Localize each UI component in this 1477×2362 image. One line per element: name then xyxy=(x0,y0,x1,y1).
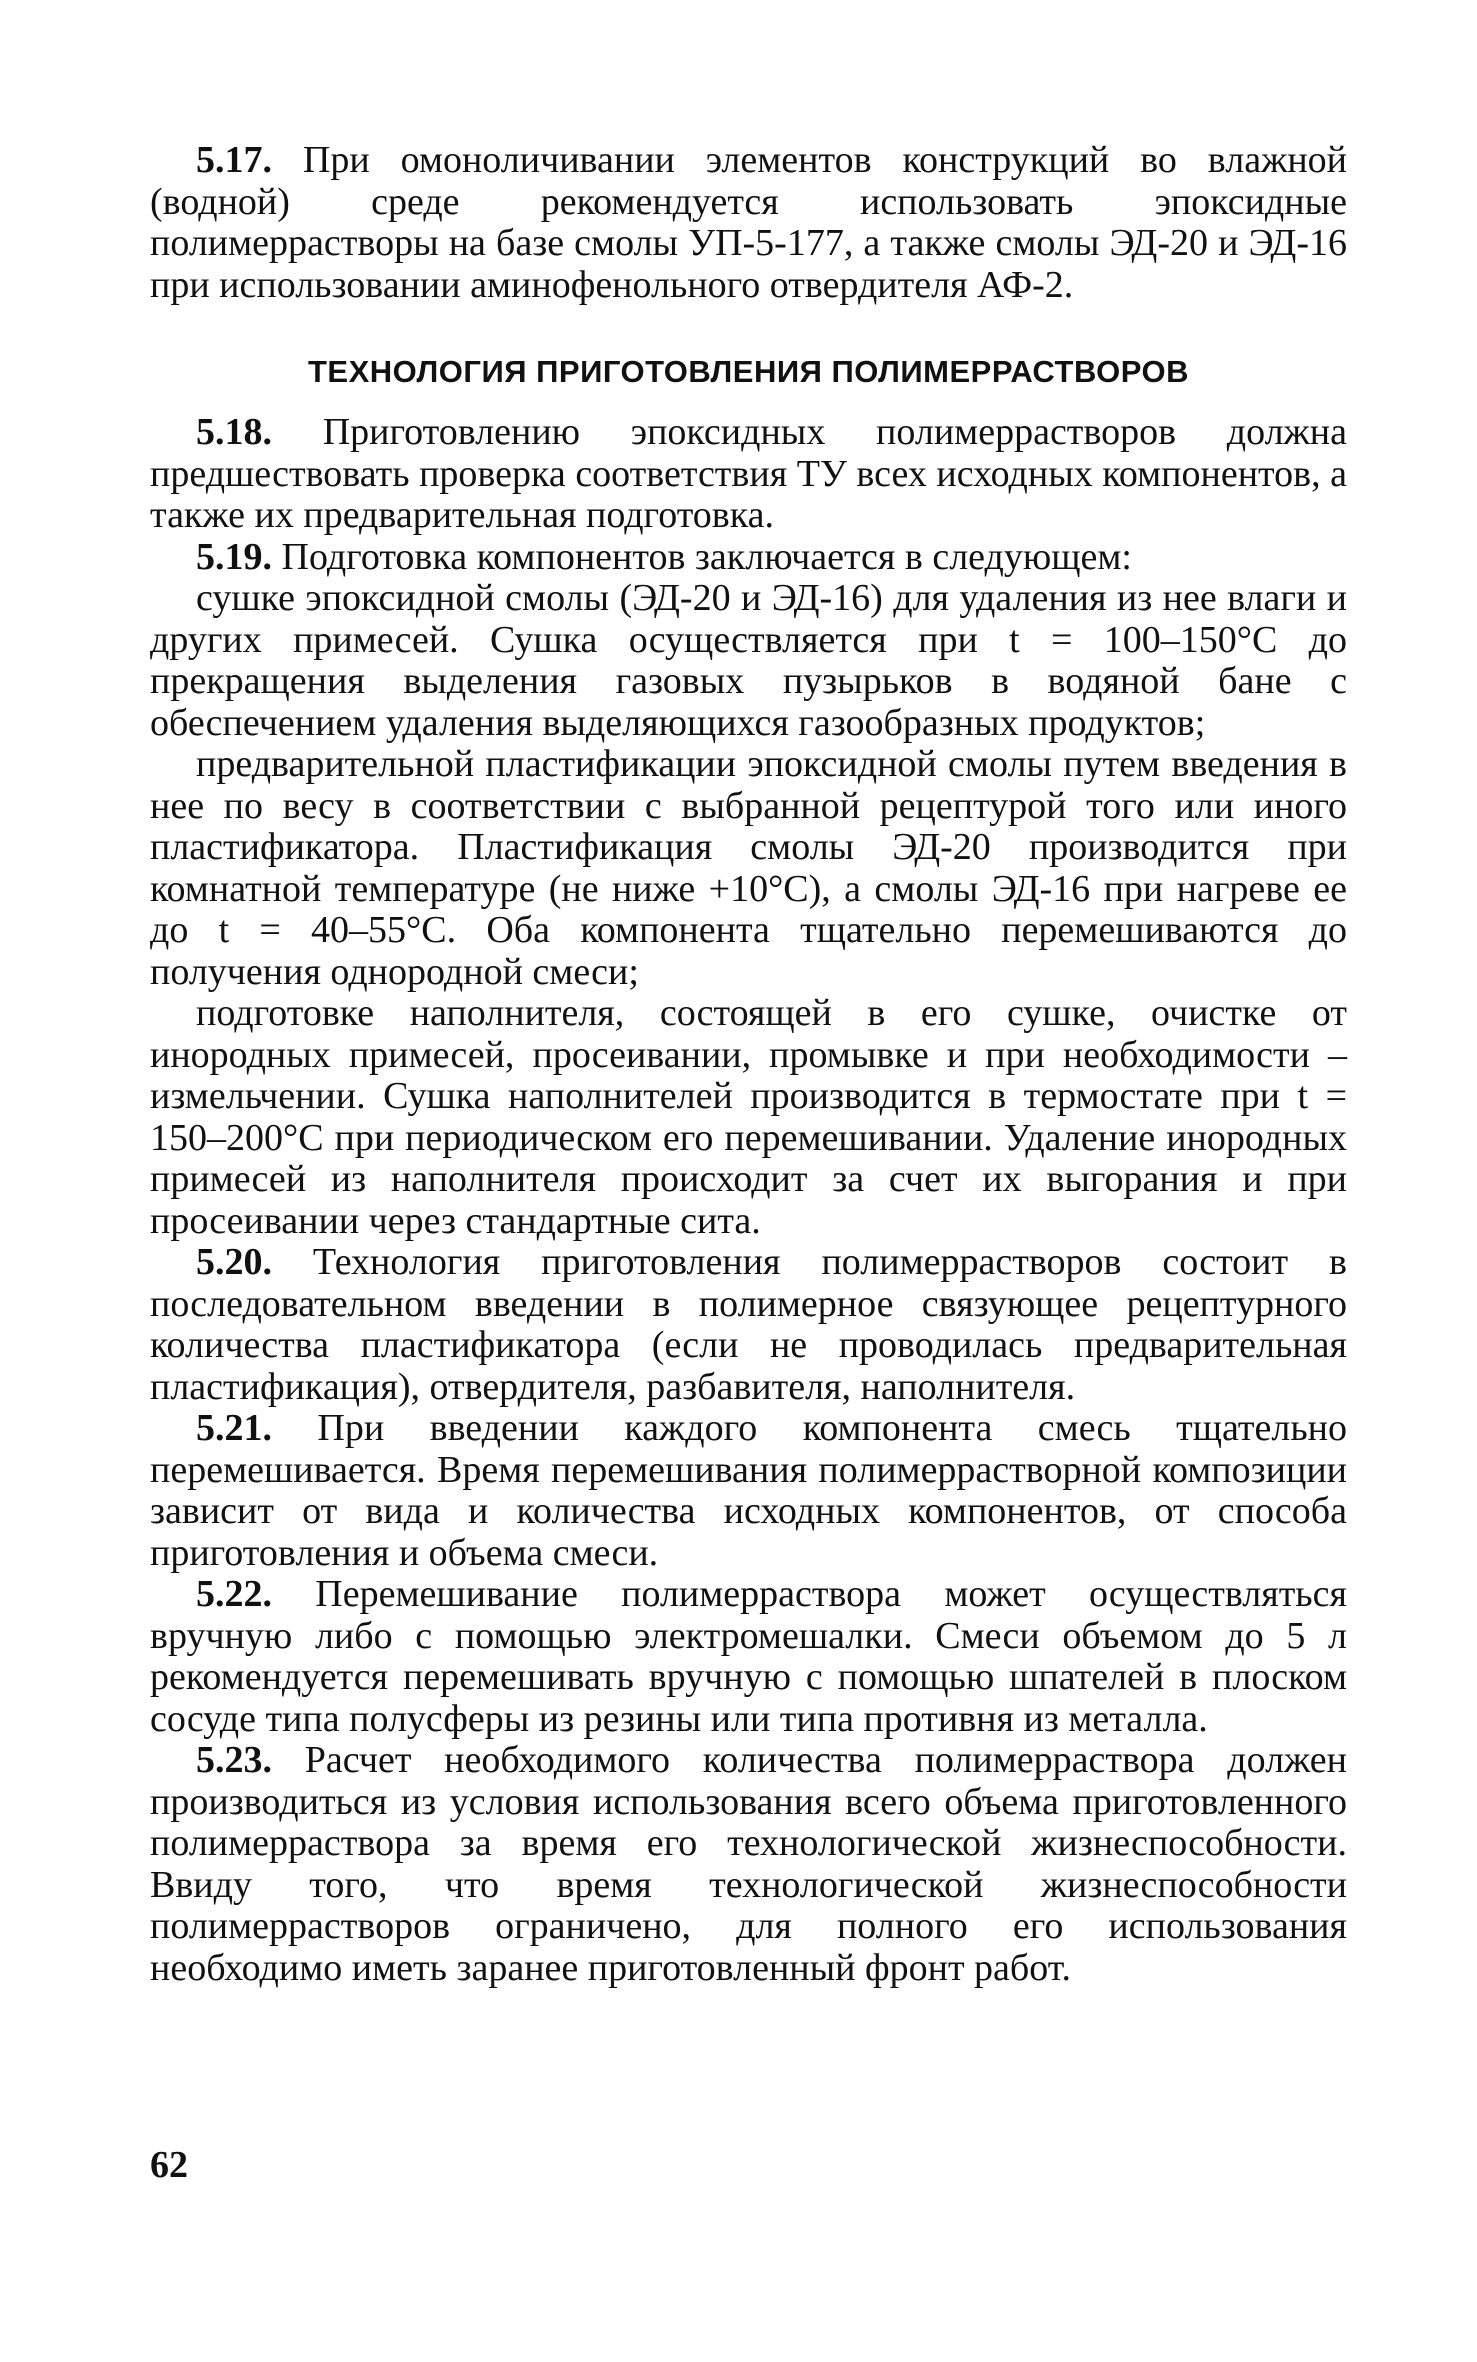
paragraph-text: При омоноличивании элементов конструкций во влажной (водной) среде рекомендуется использовать эпоксидные полимеррастворы на базе смолы УП-5-177, а также смолы ЭД-20 и ЭД-16 при использовании аминофенольного отвердителя АФ-2. xyxy=(150,139,1347,306)
paragraph-text: Подготовка компонентов заключается в следующем: xyxy=(272,535,1132,578)
paragraph-5-21 xyxy=(150,1408,1347,1574)
clause-number: 5.17. xyxy=(196,139,272,181)
clause-number: 5.18. xyxy=(196,411,272,453)
clause-number: 5.19. xyxy=(196,535,272,578)
paragraph-5-18 xyxy=(150,412,1347,537)
paragraph-5-19-drying: сушке эпоксидной смолы (ЭД-20 и ЭД-16) для удаления из нее влаги и других примесей. Сушка осуществляется при t = 100–150°С до прекращения выделения газовых пузырьков в водяной бане с обеспечением удаления выделяющихся газообразных продуктов; xyxy=(150,577,1347,744)
section-heading: ТЕХНОЛОГИЯ ПРИГОТОВЛЕНИЯ ПОЛИМЕРРАСТВОРОВ xyxy=(308,354,1189,389)
paragraph-text: Приготовлению эпоксидных полимеррастворов должна предшествовать проверка соответствия ТУ всех исходных компонентов, а также их предварительная подготовка. xyxy=(150,411,1347,536)
clause-number: 5.20. xyxy=(196,1241,272,1283)
paragraph-5-19-plasticization: предварительной пластификации эпоксидной смолы путем введения в нее по весу в соответствии с выбранной рецептурой того или иного пластификатора. Пластификация смолы ЭД-20 производится при комнатной температуре (не ниже +10°С), а смолы ЭД-16 при нагреве ее до t = 40–55°С. Оба компонента тщательно перемешиваются до получения однородной смеси; xyxy=(150,743,1347,993)
page-number: 62 xyxy=(150,2144,188,2186)
paragraph-text: Технология приготовления полимеррастворов состоит в последовательном введении в полимерное связующее рецептурного количества пластификатора (если не проводилась предварительная пластификация), отвердителя, разбавителя, наполнителя. xyxy=(150,1241,1347,1408)
paragraph-5-20 xyxy=(150,1242,1347,1408)
paragraph-5-19 xyxy=(150,537,1347,579)
paragraph-text: Расчет необходимого количества полимерраствора должен производиться из условия использования всего объема приготовленного полимерраствора за время его технологической жизнеспособности. Ввиду того, что время технологической жизнеспособности полимеррастворов ограничено, для полного его использования необходимо иметь заранее приготовленный фронт работ. xyxy=(150,1739,1347,1989)
paragraph-5-23 xyxy=(150,1740,1347,1989)
paragraph-text: При введении каждого компонента смесь тщательно перемешивается. Время перемешивания полимеррастворной композиции зависит от вида и количества исходных компонентов, от способа приготовления и объема смеси. xyxy=(150,1407,1347,1574)
paragraph-5-22 xyxy=(150,1574,1347,1740)
clause-number: 5.23. xyxy=(196,1739,272,1781)
paragraph-5-17 xyxy=(150,140,1347,306)
clause-number: 5.21. xyxy=(196,1407,272,1449)
paragraph-5-19-filler: подготовке наполнителя, состоящей в его сушке, очистке от инородных примесей, просеивании, промывке и при необходимости – измельчении. Сушка наполнителей производится в термостате при t = 150–200°С при периодическом его перемешивании. Удаление инородных примесей из наполнителя происходит за счет их выгорания и при просеивании через стандартные сита. xyxy=(150,992,1347,1242)
clause-number: 5.22. xyxy=(196,1573,272,1615)
paragraph-text: Перемешивание полимерраствора может осуществляться вручную либо с помощью электромешалки. Смеси объемом до 5 л рекомендуется перемешивать вручную с помощью шпателей в плоском сосуде типа полусферы из резины или типа противня из металла. xyxy=(150,1573,1347,1740)
